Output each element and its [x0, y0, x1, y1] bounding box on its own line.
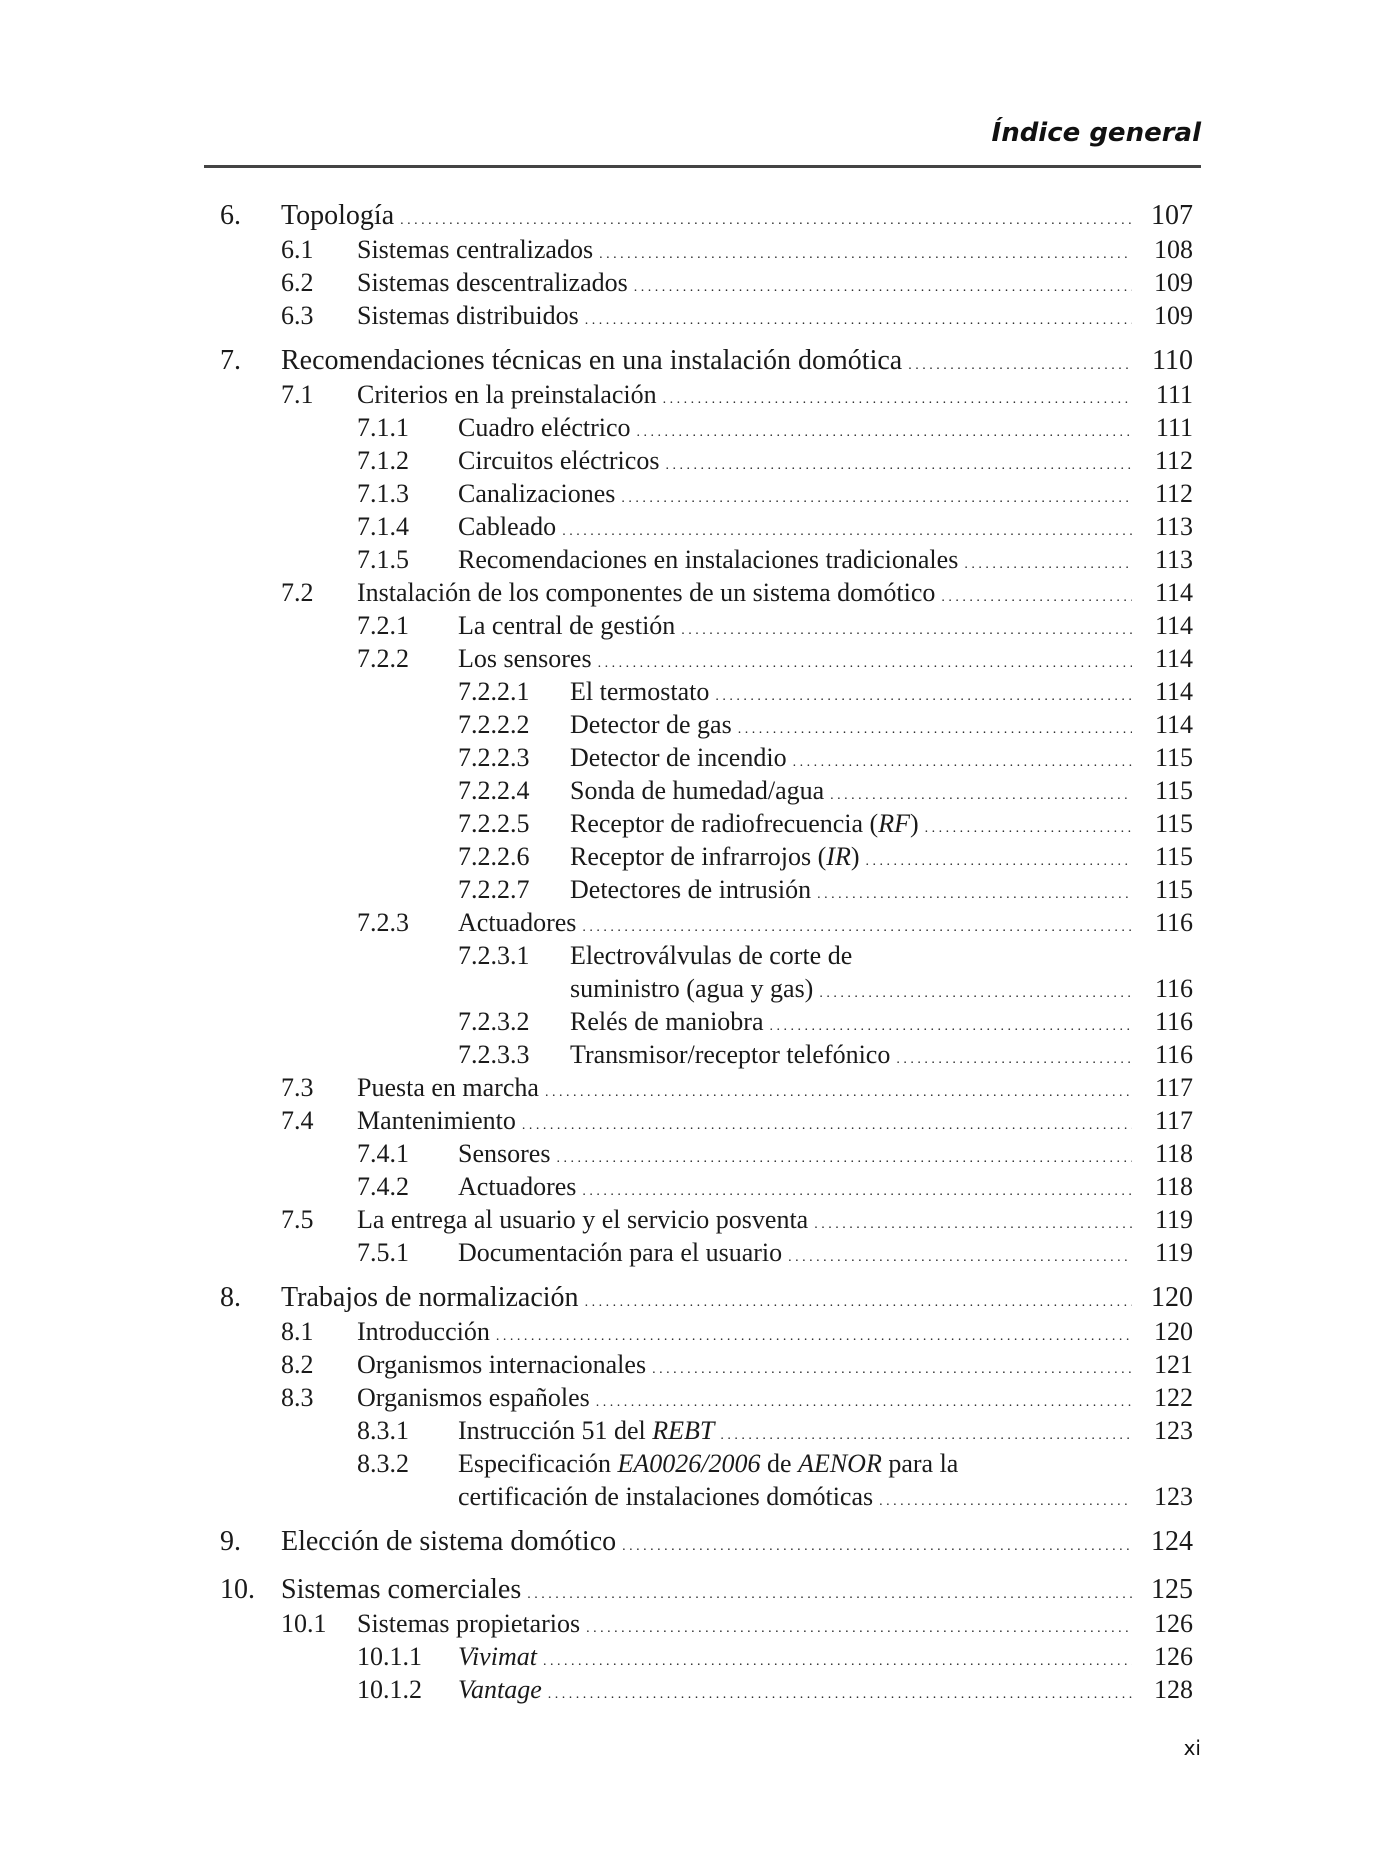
- toc-entry-title: [458, 644, 1132, 679]
- dot-leader: [770, 1007, 1133, 1042]
- toc-entry-number: 10.1.1: [357, 1642, 422, 1671]
- toc-entry: [0, 743, 1377, 777]
- dot-leader: [637, 413, 1132, 448]
- dot-leader: [793, 743, 1132, 778]
- toc-entry-number: 7.2.2.7: [458, 875, 530, 904]
- toc-entry-page: 110: [1152, 345, 1193, 376]
- toc-entry-title-text: Canalizaciones: [458, 479, 616, 508]
- dot-leader: [720, 1416, 1132, 1451]
- page-number: xi: [1183, 1736, 1201, 1760]
- toc-entry: [0, 413, 1377, 447]
- toc-entry-number: 7.1: [281, 380, 314, 409]
- toc-entry-page: 121: [1154, 1350, 1193, 1379]
- dot-leader: [586, 1609, 1132, 1644]
- dot-leader: [830, 776, 1132, 811]
- dot-leader: [964, 545, 1132, 580]
- toc-entry-title-text: La entrega al usuario y el servicio posventa: [357, 1205, 809, 1234]
- toc-entry-title: [458, 479, 1132, 514]
- toc-entry-title-text: Documentación para el usuario: [458, 1238, 783, 1267]
- toc-entry-title-text: Sistemas centralizados: [357, 235, 594, 264]
- dot-leader: [582, 1172, 1132, 1207]
- dot-leader: [663, 380, 1132, 415]
- toc-entry: [0, 1350, 1377, 1384]
- toc-entry-number: 7.2.3: [357, 908, 409, 937]
- toc-entry-title: [570, 875, 1132, 910]
- toc-entry-title-text: Instalación de los componentes de un sistema domótico: [357, 578, 936, 607]
- toc-entry-number: 7.5: [281, 1205, 314, 1234]
- toc-entry-number: 7.2.2.2: [458, 710, 530, 739]
- toc-entry: [0, 1238, 1377, 1272]
- toc-entry-title-text: Instrucción 51 del REBT: [458, 1416, 715, 1445]
- toc-entry-page: 125: [1151, 1574, 1193, 1605]
- dot-leader: [543, 1642, 1132, 1677]
- toc-entry: [0, 578, 1377, 612]
- toc-entry: [0, 611, 1377, 645]
- toc-entry: [0, 875, 1377, 909]
- toc-entry: [0, 677, 1377, 711]
- toc-entry-title: [357, 1350, 1132, 1385]
- toc-entry-page: 126: [1154, 1642, 1193, 1671]
- dot-leader: [879, 1482, 1132, 1517]
- toc-entry-number: 7.1.4: [357, 512, 409, 541]
- dot-leader: [819, 974, 1132, 1009]
- toc-entry-number: 6.3: [281, 301, 314, 330]
- toc-entry-page: 113: [1154, 545, 1193, 574]
- dot-leader: [527, 1575, 1132, 1610]
- toc-entry-title: [570, 776, 1132, 811]
- toc-entry-page: 118: [1154, 1139, 1193, 1168]
- dot-leader: [598, 644, 1132, 679]
- toc-entry-title: [281, 1527, 1132, 1562]
- toc-entry-page: 114: [1154, 578, 1193, 607]
- toc-entry-number: 7.: [220, 345, 241, 376]
- toc-entry: [0, 776, 1377, 810]
- toc-entry-page: 114: [1154, 644, 1193, 673]
- toc-entry: [0, 201, 1377, 235]
- toc-entry-page: 114: [1154, 677, 1193, 706]
- toc-entry-number: 7.2.2.4: [458, 776, 530, 805]
- dot-leader: [665, 446, 1132, 481]
- toc-entry-title-text: Mantenimiento: [357, 1106, 516, 1135]
- toc-entry-number: 7.1.5: [357, 545, 409, 574]
- toc-entry-title: [458, 413, 1132, 448]
- toc-entry-page: 117: [1154, 1106, 1193, 1135]
- toc-entry-title: [281, 201, 1132, 236]
- toc-entry-page: 115: [1154, 842, 1193, 871]
- dot-leader: [908, 346, 1132, 381]
- toc-entry: [0, 1482, 1377, 1516]
- toc-entry-title-text: La central de gestión: [458, 611, 676, 640]
- toc-entry: [0, 809, 1377, 843]
- toc-entry-number: 7.2.2: [357, 644, 409, 673]
- toc-entry-title: [357, 1106, 1132, 1141]
- dot-leader: [596, 1383, 1132, 1418]
- toc-entry-page: 119: [1154, 1205, 1193, 1234]
- toc-entry-title-text: Introducción: [357, 1317, 490, 1346]
- dot-leader: [652, 1350, 1132, 1385]
- toc-entry: [0, 479, 1377, 513]
- toc-entry-title-text: Topología: [281, 201, 395, 231]
- toc-entry-title-text: Receptor de infrarrojos (IR): [570, 842, 860, 871]
- toc-entry-number: 7.2.2.1: [458, 677, 530, 706]
- toc-entry-number: 8.1: [281, 1317, 314, 1346]
- toc-entry-number: 7.1.2: [357, 446, 409, 475]
- toc-entry: [0, 1527, 1377, 1561]
- dot-leader: [556, 1139, 1132, 1174]
- toc-entry-title: [458, 611, 1132, 646]
- toc-entry-title-text: Trabajos de normalización: [281, 1283, 579, 1313]
- toc-entry-title-text: Sistemas propietarios: [357, 1609, 581, 1638]
- toc-entry-title-text: Puesta en marcha: [357, 1073, 539, 1102]
- toc-entry-title-text: Sistemas distribuidos: [357, 301, 579, 330]
- dot-leader: [738, 710, 1132, 745]
- toc-entry-number: 8.3: [281, 1383, 314, 1412]
- toc-entry-number: 7.4.1: [357, 1139, 409, 1168]
- toc-entry-number: 7.2.3.1: [458, 941, 530, 970]
- toc-entry-number: 7.1.3: [357, 479, 409, 508]
- toc-entry-title-text: Organismos internacionales: [357, 1350, 647, 1379]
- dot-leader: [925, 809, 1132, 844]
- toc-entry-page: 107: [1151, 200, 1193, 231]
- toc-entry: [0, 235, 1377, 269]
- dot-leader: [599, 235, 1132, 270]
- toc-entry: [0, 1106, 1377, 1140]
- toc-entry-title: [458, 908, 1132, 943]
- toc-entry-number: 10.1.2: [357, 1675, 422, 1704]
- toc-entry-page: 112: [1154, 479, 1193, 508]
- dot-leader: [585, 301, 1132, 336]
- toc-entry: [0, 1609, 1377, 1643]
- toc-entry: [0, 1073, 1377, 1107]
- toc-entry-page: 116: [1154, 1007, 1193, 1036]
- toc-entry-number: 8.: [220, 1282, 241, 1313]
- toc-entry-number: 7.1.1: [357, 413, 409, 442]
- toc-entry-number: 10.1: [281, 1609, 327, 1638]
- dot-leader: [941, 578, 1132, 613]
- toc-entry-number: 7.2.2.6: [458, 842, 530, 871]
- toc-entry-title: [357, 235, 1132, 270]
- toc-entry-title-text: Los sensores: [458, 644, 592, 673]
- toc-entry: [0, 346, 1377, 380]
- toc-entry-number: 7.4.2: [357, 1172, 409, 1201]
- toc-entry-page: 112: [1154, 446, 1193, 475]
- toc-entry-page: 124: [1151, 1526, 1193, 1557]
- toc-entry-title: [458, 1139, 1132, 1174]
- toc-entry-title: [570, 1040, 1132, 1075]
- toc-entry-number: 6.1: [281, 235, 314, 264]
- toc-entry: [0, 1675, 1377, 1709]
- toc-entry: [0, 1040, 1377, 1074]
- dot-leader: [866, 842, 1133, 877]
- toc-entry-number: 7.2.3.3: [458, 1040, 530, 1069]
- toc-entry: [0, 1416, 1377, 1450]
- toc-entry-page: 123: [1154, 1482, 1193, 1511]
- toc-entry-number: 8.2: [281, 1350, 314, 1379]
- running-header-title: Índice general: [991, 118, 1201, 148]
- toc-entry-title-text: Circuitos eléctricos: [458, 446, 660, 475]
- toc-entry-title: [357, 268, 1132, 303]
- toc-entry-title-text: Electroválvulas de corte de: [570, 941, 853, 970]
- toc-entry: [0, 644, 1377, 678]
- toc-entry-title-text: Recomendaciones en instalaciones tradicionales: [458, 545, 959, 574]
- toc-entry-title: [357, 301, 1132, 336]
- dot-leader: [522, 1106, 1132, 1141]
- toc-entry-page: 119: [1154, 1238, 1193, 1267]
- toc-entry-title: [357, 578, 1132, 613]
- toc-entry-page: 115: [1154, 875, 1193, 904]
- toc-entry-number: 7.2.2.5: [458, 809, 530, 838]
- toc-entry-title-text: Cuadro eléctrico: [458, 413, 631, 442]
- dot-leader: [545, 1073, 1132, 1108]
- toc-entry: [0, 941, 1377, 975]
- toc-entry-title: [281, 1575, 1132, 1610]
- toc-entry: [0, 908, 1377, 942]
- dot-leader: [548, 1675, 1132, 1710]
- toc-entry-page: 115: [1154, 743, 1193, 772]
- toc-entry-title: [357, 1073, 1132, 1108]
- toc-entry-number: 7.2.1: [357, 611, 409, 640]
- toc-entry-title-text: certificación de instalaciones domóticas: [458, 1482, 874, 1511]
- dot-leader: [562, 512, 1132, 547]
- toc-entry-title-text: Sistemas comerciales: [281, 1575, 522, 1605]
- dot-leader: [715, 677, 1132, 712]
- toc-entry-page: 128: [1154, 1675, 1193, 1704]
- dot-leader: [496, 1317, 1132, 1352]
- toc-entry-title-text: Elección de sistema domótico: [281, 1527, 617, 1557]
- toc-entry-title: [357, 1205, 1132, 1240]
- toc-entry-page: 122: [1154, 1383, 1193, 1412]
- toc-entry: [0, 1383, 1377, 1417]
- toc-entry-title: [458, 512, 1132, 547]
- toc-entry-page: 114: [1154, 611, 1193, 640]
- toc-entry-title-text: Actuadores: [458, 1172, 577, 1201]
- toc-entry: [0, 842, 1377, 876]
- toc-entry-title-text: Organismos españoles: [357, 1383, 590, 1412]
- toc-entry-number: 7.4: [281, 1106, 314, 1135]
- toc-entry-title: [458, 446, 1132, 481]
- toc-entry-title: [458, 1642, 1132, 1677]
- toc-entry-page: 115: [1154, 776, 1193, 805]
- toc-entry-title-text: Detector de incendio: [570, 743, 787, 772]
- toc-entry: [0, 301, 1377, 335]
- toc-entry: [0, 974, 1377, 1008]
- toc-entry: [0, 1575, 1377, 1609]
- toc-entry-title: [570, 941, 1132, 971]
- toc-entry-number: 7.2.3.2: [458, 1007, 530, 1036]
- toc-entry-title: [458, 545, 1132, 580]
- toc-entry-title: [458, 1172, 1132, 1207]
- toc-entry: [0, 1205, 1377, 1239]
- toc-entry-page: 126: [1154, 1609, 1193, 1638]
- toc-entry-number: 8.3.1: [357, 1416, 409, 1445]
- toc-entry-page: 117: [1154, 1073, 1193, 1102]
- toc-entry-page: 113: [1154, 512, 1193, 541]
- toc-entry: [0, 545, 1377, 579]
- toc-entry-page: 116: [1154, 908, 1193, 937]
- toc-entry: [0, 1139, 1377, 1173]
- toc-entry-page: 115: [1154, 809, 1193, 838]
- toc-entry-title: [570, 974, 1132, 1009]
- toc-entry-title-text: Actuadores: [458, 908, 577, 937]
- toc-entry-number: 7.2.2.3: [458, 743, 530, 772]
- dot-leader: [817, 875, 1132, 910]
- toc-entry: [0, 1642, 1377, 1676]
- toc-entry-title: [458, 1482, 1132, 1517]
- toc-entry: [0, 1449, 1377, 1483]
- dot-leader: [621, 479, 1132, 514]
- toc-entry-page: 109: [1154, 301, 1193, 330]
- toc-entry-title: [458, 1238, 1132, 1273]
- toc-entry-number: 6.: [220, 200, 241, 231]
- toc-entry-title: [357, 1609, 1132, 1644]
- toc-entry: [0, 1172, 1377, 1206]
- toc-entry-number: 10.: [220, 1574, 255, 1605]
- toc-entry-title-text: Recomendaciones técnicas en una instalación domótica: [281, 346, 903, 376]
- toc-entry-number: 6.2: [281, 268, 314, 297]
- toc-entry-page: 116: [1154, 974, 1193, 1003]
- toc-entry: [0, 1007, 1377, 1041]
- toc-entry: [0, 380, 1377, 414]
- toc-entry: [0, 268, 1377, 302]
- toc-entry-title-text: Sonda de humedad/agua: [570, 776, 825, 805]
- toc-entry: [0, 512, 1377, 546]
- toc-entry-title: [570, 842, 1132, 877]
- toc-entry-page: 118: [1154, 1172, 1193, 1201]
- toc-entry-title: [281, 346, 1132, 381]
- toc-entry-number: 7.3: [281, 1073, 314, 1102]
- toc-entry-page: 123: [1154, 1416, 1193, 1445]
- toc-entry-title: [570, 743, 1132, 778]
- dot-leader: [582, 908, 1132, 943]
- dot-leader: [814, 1205, 1132, 1240]
- toc-entry-title-text: Criterios en la preinstalación: [357, 380, 657, 409]
- toc-entry-page: 120: [1154, 1317, 1193, 1346]
- toc-entry-number: 7.2: [281, 578, 314, 607]
- toc-entry-page: 120: [1151, 1282, 1193, 1313]
- toc-entry-title: [357, 380, 1132, 415]
- dot-leader: [896, 1040, 1132, 1075]
- toc-entry-title: [357, 1383, 1132, 1418]
- toc-entry: [0, 446, 1377, 480]
- toc-entry-title-text: Cableado: [458, 512, 557, 541]
- toc-entry-title-text: Vivimat: [458, 1642, 537, 1671]
- toc-entry-page: 109: [1154, 268, 1193, 297]
- toc-entry-title: [570, 809, 1132, 844]
- toc-entry-title: [281, 1283, 1132, 1318]
- toc-entry-number: 9.: [220, 1526, 241, 1557]
- dot-leader: [634, 268, 1132, 303]
- toc-entry-title-text: El termostato: [570, 677, 710, 706]
- toc-entry-title: [458, 1449, 1132, 1479]
- toc-entry-page: 114: [1154, 710, 1193, 739]
- toc-entry-title-text: Relés de maniobra: [570, 1007, 764, 1036]
- toc-entry-title: [357, 1317, 1132, 1352]
- toc-entry-title-text: Sistemas descentralizados: [357, 268, 628, 297]
- toc-entry-title-text: Detectores de intrusión: [570, 875, 812, 904]
- dot-leader: [681, 611, 1132, 646]
- toc-entry-title-text: Detector de gas: [570, 710, 732, 739]
- toc-entry-page: 116: [1154, 1040, 1193, 1069]
- toc-entry-title-text: Vantage: [458, 1675, 542, 1704]
- toc-entry-page: 111: [1155, 380, 1193, 409]
- toc-entry-title-text: Sensores: [458, 1139, 551, 1168]
- toc-entry-title: [458, 1416, 1132, 1451]
- dot-leader: [622, 1527, 1132, 1562]
- toc-entry-number: 7.5.1: [357, 1238, 409, 1267]
- dot-leader: [585, 1283, 1132, 1318]
- toc-entry: [0, 710, 1377, 744]
- toc-entry-page: 111: [1155, 413, 1193, 442]
- toc-entry: [0, 1283, 1377, 1317]
- dot-leader: [788, 1238, 1132, 1273]
- toc-entry-page: 108: [1154, 235, 1193, 264]
- toc-entry: [0, 1317, 1377, 1351]
- toc-entry-title-text: Especificación EA0026/2006 de AENOR para la: [458, 1449, 959, 1478]
- toc-entry-title: [458, 1675, 1132, 1710]
- toc-entry-title: [570, 677, 1132, 712]
- toc-entry-title-text: suministro (agua y gas): [570, 974, 814, 1003]
- toc-entry-title-text: Transmisor/receptor telefónico: [570, 1040, 891, 1069]
- toc-entry-title-text: Receptor de radiofrecuencia (RF): [570, 809, 919, 838]
- toc-entry-number: 8.3.2: [357, 1449, 409, 1478]
- dot-leader: [400, 201, 1132, 236]
- toc-entry-title: [570, 710, 1132, 745]
- toc-entry-title: [570, 1007, 1132, 1042]
